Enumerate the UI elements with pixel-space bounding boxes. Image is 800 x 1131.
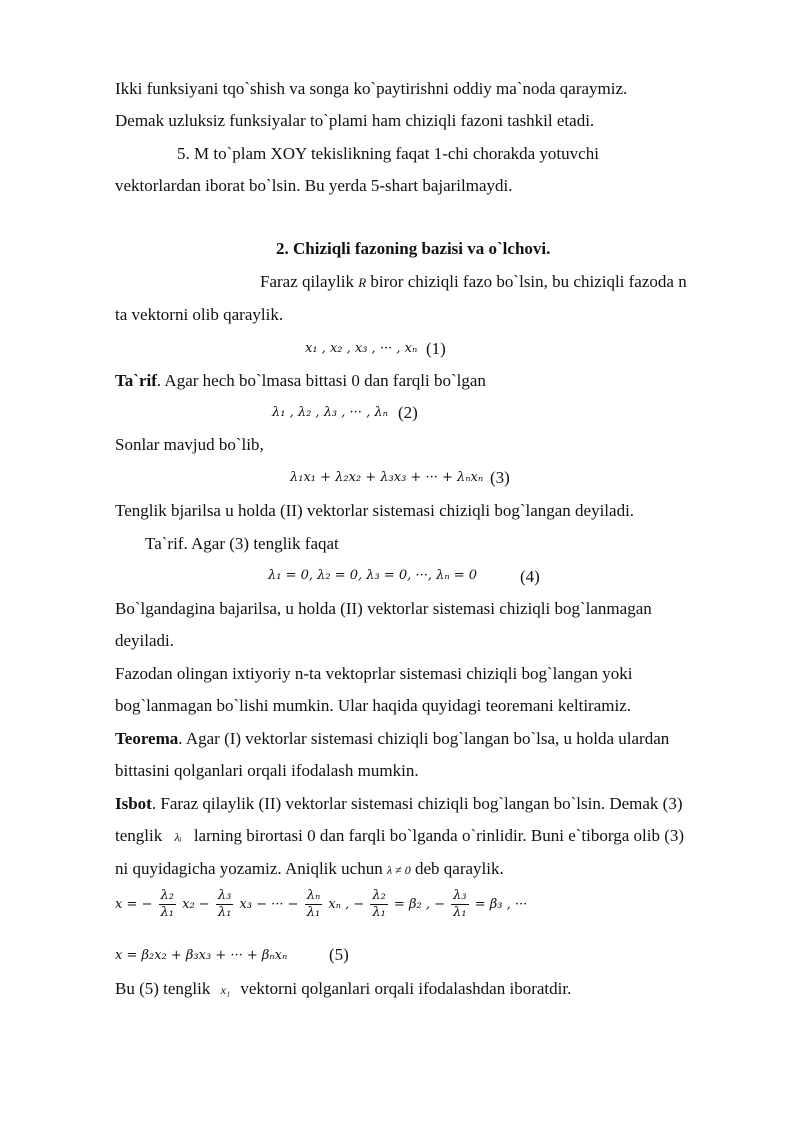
theorem-label: Teorema <box>115 729 179 748</box>
fraction-3 <box>305 888 323 921</box>
frac-term-1: x₂ − <box>182 897 210 912</box>
equation-5-number: (5) <box>329 945 349 964</box>
space-symbol-R: R <box>358 275 367 290</box>
theorem <box>115 728 669 750</box>
fraction-3-num: λₙ <box>306 888 321 903</box>
lambda-symbol: λᵢ <box>174 830 182 844</box>
last-text-b: vektorni qolganlari orqali ifodalashdan iboratdir. <box>240 979 572 998</box>
proof-line-3-a: ni quyidagicha yozamiz. Aniqlik uchun <box>115 859 383 878</box>
proof-line-2 <box>115 825 684 848</box>
definition-1-label: Ta`rif <box>115 371 157 390</box>
theorem-text: . Agar (I) vektorlar sistemasi chiziqli bog`langan bo`lsa, u holda ulardan <box>178 729 670 748</box>
frac-term-4: = β₂ , − <box>393 897 446 912</box>
equation-4-number: (4) <box>520 567 540 586</box>
fraction-4-num: λ₂ <box>372 888 386 903</box>
paragraph-intro-cont: ta vektorni olib qaraylik. <box>115 305 284 324</box>
equation-2-number: (2) <box>398 403 418 422</box>
section-heading: 2. Chiziqli fazoning bazisi va o`lchovi. <box>276 239 551 258</box>
fraction-5 <box>451 888 468 921</box>
equation-2: λ₁ , λ₂ , λ₃ , ··· , λₙ <box>272 405 388 420</box>
fraction-1-den: λ₁ <box>160 905 174 920</box>
equation-5: x = β₂x₂ + β₃x₃ + ··· + βₙxₙ <box>115 948 288 963</box>
fraction-1 <box>159 888 176 921</box>
frac-term-3: xₙ , − <box>328 897 365 912</box>
equation-fractions <box>115 888 527 921</box>
text-tenglik: Tenglik bjarilsa u holda (II) vektorlar sistemasi chiziqli bog`langan deyiladi. <box>115 501 635 520</box>
proof <box>115 793 682 815</box>
text-last <box>115 978 571 1001</box>
text-sonlar: Sonlar mavjud bo`lib, <box>115 435 264 454</box>
text-line-4: vektorlardan iborat bo`lsin. Bu yerda 5-shart bajarilmaydi. <box>115 176 513 195</box>
frac-term-5: = β₃ , ··· <box>474 897 528 912</box>
fraction-2-den: λ₁ <box>217 905 232 920</box>
text-line-3: 5. M to`plam XOY tekislikning faqat 1-chi chorakda yotuvchi <box>177 144 599 163</box>
frac-lead: x = − <box>115 897 153 912</box>
x1-symbol: x₁ <box>220 983 231 997</box>
fraction-2-num: λ₃ <box>217 888 232 903</box>
paragraph-intro <box>260 271 687 294</box>
proof-line-2-b: larning birortasi 0 dan farqli bo`lganda o`rinlidir. Buni e`tiborga olib (3) <box>193 826 685 845</box>
equation-3-number: (3) <box>490 468 510 487</box>
equation-4: λ₁ = 0, λ₂ = 0, λ₃ = 0, ···, λₙ = 0 <box>268 568 478 583</box>
definition-1 <box>115 370 486 392</box>
theorem-cont: bittasini qolganlari orqali ifodalash mumkin. <box>115 761 419 780</box>
fraction-5-num: λ₃ <box>453 888 467 903</box>
definition-2: Ta`rif. Agar (3) tenglik faqat <box>145 534 339 553</box>
lambda-nonzero: λ ≠ 0 <box>386 863 411 877</box>
intro-text-b: biror chiziqli fazo bo`lsin, bu chiziqli fazoda n <box>370 272 687 291</box>
last-text-a: Bu (5) tenglik <box>115 979 211 998</box>
text-bog-2: deyiladi. <box>115 631 175 650</box>
fraction-2 <box>216 888 233 921</box>
fraction-4 <box>370 888 387 921</box>
proof-line-2-a: tenglik <box>115 826 163 845</box>
equation-3: λ₁x₁ + λ₂x₂ + λ₃x₃ + ··· + λₙxₙ <box>290 470 484 485</box>
fraction-1-num: λ₂ <box>160 888 174 903</box>
proof-line-3-b: deb qaraylik. <box>415 859 504 878</box>
definition-1-text: . Agar hech bo`lmasa bittasi 0 dan farqli bo`lgan <box>156 371 486 390</box>
intro-text-a: Faraz qilaylik <box>260 272 354 291</box>
text-fazo-2: bog`lanmagan bo`lishi mumkin. Ular haqida quyidagi teoremani keltiramiz. <box>115 696 632 715</box>
proof-line-3 <box>115 858 504 881</box>
text-fazo-1: Fazodan olingan ixtiyoriy n-ta vektoprlar sistemasi chiziqli bog`langan yoki <box>115 664 633 683</box>
proof-label: Isbot <box>115 794 152 813</box>
proof-text: . Faraz qilaylik (II) vektorlar sistemasi chiziqli bog`langan bo`lsin. Demak (3) <box>151 794 683 813</box>
text-line-1: Ikki funksiyani tqo`shish va songa ko`paytirishni oddiy ma`noda qaraymiz. <box>115 79 628 98</box>
fraction-3-den: λ₁ <box>306 905 321 920</box>
fraction-4-den: λ₁ <box>372 905 386 920</box>
equation-1: x₁ , x₂ , x₃ , ··· , xₙ <box>305 341 418 356</box>
fraction-5-den: λ₁ <box>453 905 467 920</box>
equation-1-number: (1) <box>426 339 446 358</box>
text-line-2: Demak uzluksiz funksiyalar to`plami ham chiziqli fazoni tashkil etadi. <box>115 111 595 130</box>
frac-term-2: x₃ − ··· − <box>239 897 299 912</box>
text-bog-1: Bo`lgandagina bajarilsa, u holda (II) vektorlar sistemasi chiziqli bog`lanmagan <box>115 599 652 618</box>
